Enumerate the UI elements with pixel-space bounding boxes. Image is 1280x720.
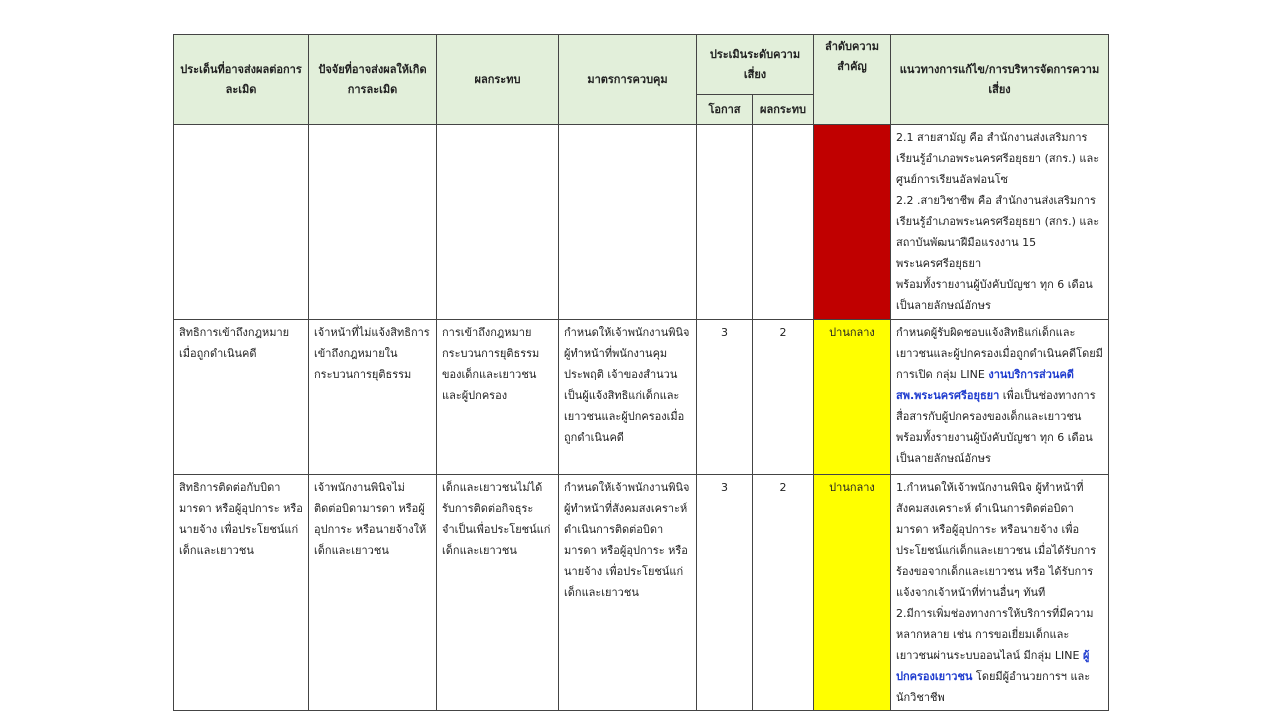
solution-line: 2.2 .สายวิชาชีพ คือ สำนักงานส่งเสริมการเรียนรู้อำเภอพระนครศรีอยุธยา (สกร.) และ สถาบันพัฒนาฝีมือแรงงาน 15 พระนครศรีอยุธยา [896,194,1100,270]
impact-cell [437,125,559,320]
solution-line: 1.กำหนดให้เจ้าพนักงานพินิจ ผู้ทำหน้าที่สังคมสงเคราะห์ ดำเนินการติดต่อบิดามารดา หรือผู้อุปการะ หรือนายจ้าง เพื่อประโยชน์แก่เด็กและเยาวชน เมื่อได้รับการร้องขอจากเด็กและเยาวชน หรือ ได้รับการแจ้งจากเจ้าหน้าที่ท่านอื่นๆ ทันที [896,481,1097,599]
solution-line: 2.1 สายสามัญ คือ สำนักงานส่งเสริมการเรียนรู้อำเภอพระนครศรีอยุธยา (สกร.) และ ศูนย์การเรียนอัลฟอนโซ [896,131,1100,186]
table-row [174,320,1109,475]
header-measures: มาตรการควบคุม [559,35,697,125]
issue-cell: สิทธิการติดต่อกับบิดามารดา หรือผู้อุปการะ หรือนายจ้าง เพื่อประโยชน์แก่เด็กและเยาวชน [174,475,309,711]
measures-cell [559,125,697,320]
header-impact: ผลกระทบ [437,35,559,125]
priority-cell-medium: ปานกลาง [814,320,891,475]
likelihood-cell [697,125,753,320]
solution-text: กำหนดผู้รับผิดชอบแจ้งสิทธิแก่เด็กและเยาวชนและผู้ปกครองเมื่อถูกดำเนินคดีโดยมีการเปิด กลุ่ม LINE [896,326,1103,381]
severity-cell [753,125,814,320]
header-severity: ผลกระทบ [753,95,814,125]
header-solution: แนวทางการแก้ไข/การบริหารจัดการความเสี่ยง [891,35,1109,125]
impact-cell: เด็กและเยาวชนไม่ได้รับการติดต่อกิจธุระจำเป็นเพื่อประโยชน์แก่เด็กและเยาวชน [437,475,559,711]
solution-text: 2.มีการเพิ่มช่องทางการให้บริการที่มีความหลากหลาย เช่น การขอเยี่ยมเด็กและเยาวชนผ่านระบบออนไลน์ มีกลุ่ม LINE [896,607,1094,662]
measures-cell: กำหนดให้เจ้าพนักงานพินิจ ผู้ทำหน้าที่พนักงานคุมประพฤติ เจ้าของสำนวนเป็นผู้แจ้งสิทธิแก่เด็กและเยาวชนและผู้ปกครองเมื่อถูกดำเนินคดี [559,320,697,475]
solution-cell [891,125,1109,320]
severity-cell: 2 [753,320,814,475]
solution-cell [891,320,1109,475]
solution-text: เพื่อเป็นช่องทางการสื่อสารกับผู้ปกครองของเด็กและเยาวชน พร้อมทั้งรายงานผู้บังคับบัญชา ทุก 6 เดือนเป็นลายลักษณ์อักษร [896,389,1096,465]
solution-line [896,603,1103,708]
solution-line: พร้อมทั้งรายงานผู้บังคับบัญชา ทุก 6 เดือนเป็นลายลักษณ์อักษร [896,278,1093,312]
table-row [174,125,1109,320]
impact-cell: การเข้าถึงกฎหมายกระบวนการยุติธรรมของเด็กและเยาวชนและผู้ปกครอง [437,320,559,475]
header-factor: ปัจจัยที่อาจส่งผลให้เกิดการละเมิด [309,35,437,125]
priority-cell-high [814,125,891,320]
header-priority: ลำดับความสำคัญ [814,35,891,125]
likelihood-cell: 3 [697,320,753,475]
issue-cell: สิทธิการเข้าถึงกฎหมายเมื่อถูกดำเนินคดี [174,320,309,475]
header-risk-level: ประเมินระดับความเสี่ยง [697,35,814,95]
factor-cell: เจ้าพนักงานพินิจไม่ติดต่อบิดามารดา หรือผู้อุปการะ หรือนายจ้างให้เด็กและเยาวชน [309,475,437,711]
likelihood-cell: 3 [697,475,753,711]
measures-cell: กำหนดให้เจ้าพนักงานพินิจ ผู้ทำหน้าที่สังคมสงเคราะห์ ดำเนินการติดต่อบิดามารดา หรือผู้อุปการะ หรือนายจ้าง เพื่อประโยชน์แก่เด็กและเยาวชน [559,475,697,711]
factor-cell [309,125,437,320]
header-likelihood: โอกาส [697,95,753,125]
line-group-name: งานบริการส่วนคดี สพ.พระนครศรีอยุธยา [896,368,1074,402]
priority-cell-medium: ปานกลาง [814,475,891,711]
table-row [174,475,1109,711]
issue-cell [174,125,309,320]
header-issue: ประเด็นที่อาจส่งผลต่อการละเมิด [174,35,309,125]
line-group-name: ผู้ปกครองเยาวชน [896,649,1090,683]
risk-assessment-table [173,34,1109,711]
severity-cell: 2 [753,475,814,711]
solution-text: โดยมีผู้อำนวยการฯ และ นักวิชาชีพ [896,670,1091,704]
solution-cell [891,475,1109,711]
factor-cell: เจ้าหน้าที่ไม่แจ้งสิทธิการเข้าถึงกฎหมายในกระบวนการยุติธรรม [309,320,437,475]
